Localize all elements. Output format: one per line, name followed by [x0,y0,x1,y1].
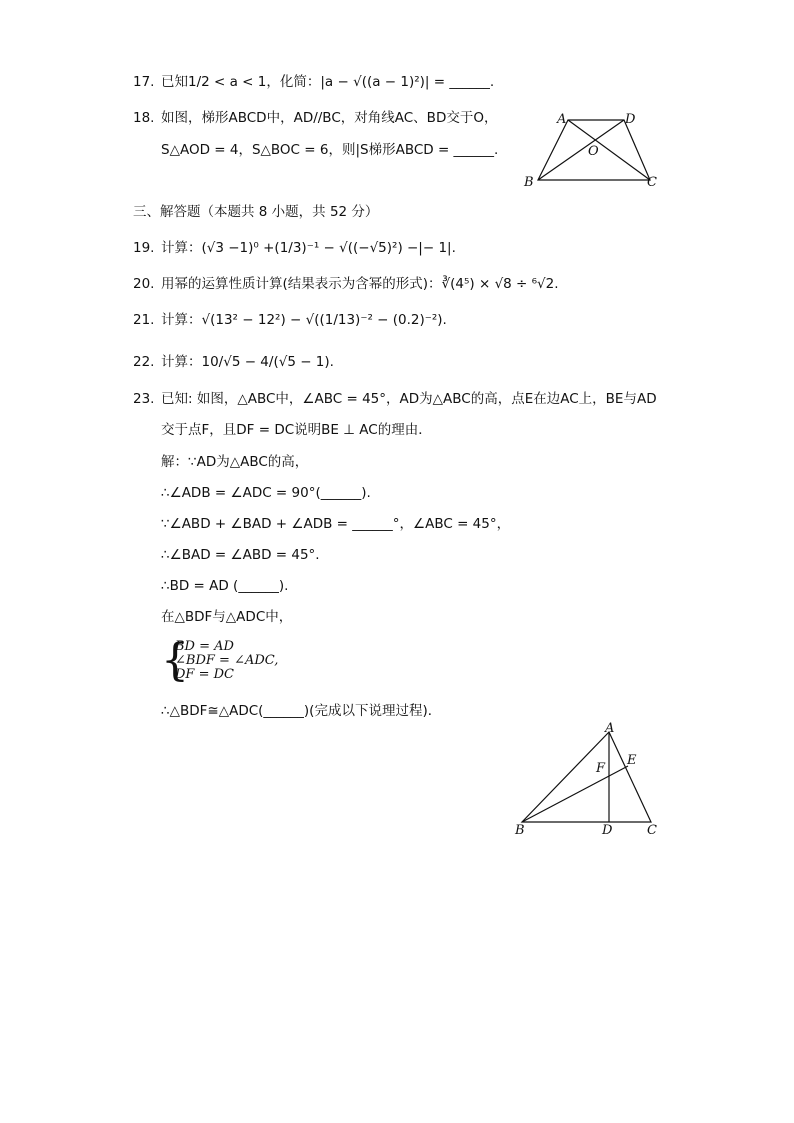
solution-step-6: 在△BDF与△ADC中， [161,609,293,625]
system-row-3: DF = DC [175,667,234,682]
question-number: 23. [133,391,155,407]
question-18 [133,108,497,128]
question-23 [133,389,657,409]
question-21 [133,310,447,330]
label-B: B [515,823,525,838]
question-number: 21. [133,312,155,328]
question-19 [133,238,456,258]
question-text-line1: 如图，梯形ABCD中，AD//BC，对角线AC、BD交于O， [161,110,498,126]
question-text: 已知1/2 < a < 1，化简：|a − √((a − 1)²)| = ______. [161,74,495,90]
system-brace: { [161,635,189,686]
question-22 [133,352,334,372]
triangle-figure [505,722,675,842]
label-B: B [524,175,534,190]
question-number: 20. [133,276,155,292]
question-number: 18. [133,110,155,126]
system-row-2: ∠BDF = ∠ADC, [175,653,279,668]
question-text: 计算：√(13² − 12²) − √((1/13)⁻² − (0.2)⁻²). [161,312,447,328]
label-F: F [596,761,606,776]
question-number: 17. [133,74,155,90]
label-D: D [602,823,613,838]
question-number: 22. [133,354,155,370]
question-17 [133,72,494,92]
solution-step-5: ∴BD = AD (______). [161,578,289,594]
trapezoid-figure [515,105,675,195]
question-23-line2: 交于点F，且DF = DC说明BE ⊥ AC的理由． [161,422,432,438]
solution-step-1: 解：∵AD为△ABC的高， [161,454,309,470]
question-20 [133,274,559,294]
label-A: A [605,722,615,736]
question-18-line2: S△AOD = 4，S△BOC = 6，则|S梯形ABCD = ______. [161,142,499,158]
triangle-outline [522,732,651,822]
label-D: D [625,112,636,127]
label-E: E [627,753,637,768]
question-number: 19. [133,240,155,256]
label-O: O [588,144,599,159]
label-A: A [557,112,567,127]
segment-be [522,766,628,822]
question-text: 计算：(√3 −1)⁰ +(1/3)⁻¹ − √((−√5)²) −|− 1|. [161,240,456,256]
label-C: C [647,823,657,838]
solution-step-2: ∴∠ADB = ∠ADC = 90°(______). [161,485,371,501]
label-C: C [647,175,657,190]
question-text-line1: 已知: 如图，△ABC中，∠ABC = 45°，AD为△ABC的高，点E在边AC上，BE与AD [161,391,657,407]
question-text: 用幂的运算性质计算(结果表示为含幂的形式)：∛(4⁵) × √8 ÷ ⁶√2. [161,276,559,292]
question-text: 计算：10/√5 − 4/(√5 − 1). [161,354,334,370]
solution-conclusion: ∴△BDF≅△ADC(______)(完成以下说理过程)． [161,703,442,719]
solution-step-4: ∴∠BAD = ∠ABD = 45°. [161,547,320,563]
solution-step-3: ∵∠ABD + ∠BAD + ∠ADB = ______°，∠ABC = 45°， [161,516,511,532]
section-title: 三、解答题（本题共 8 小题，共 52 分） [133,204,379,220]
system-row-1: BD = AD [175,639,234,654]
